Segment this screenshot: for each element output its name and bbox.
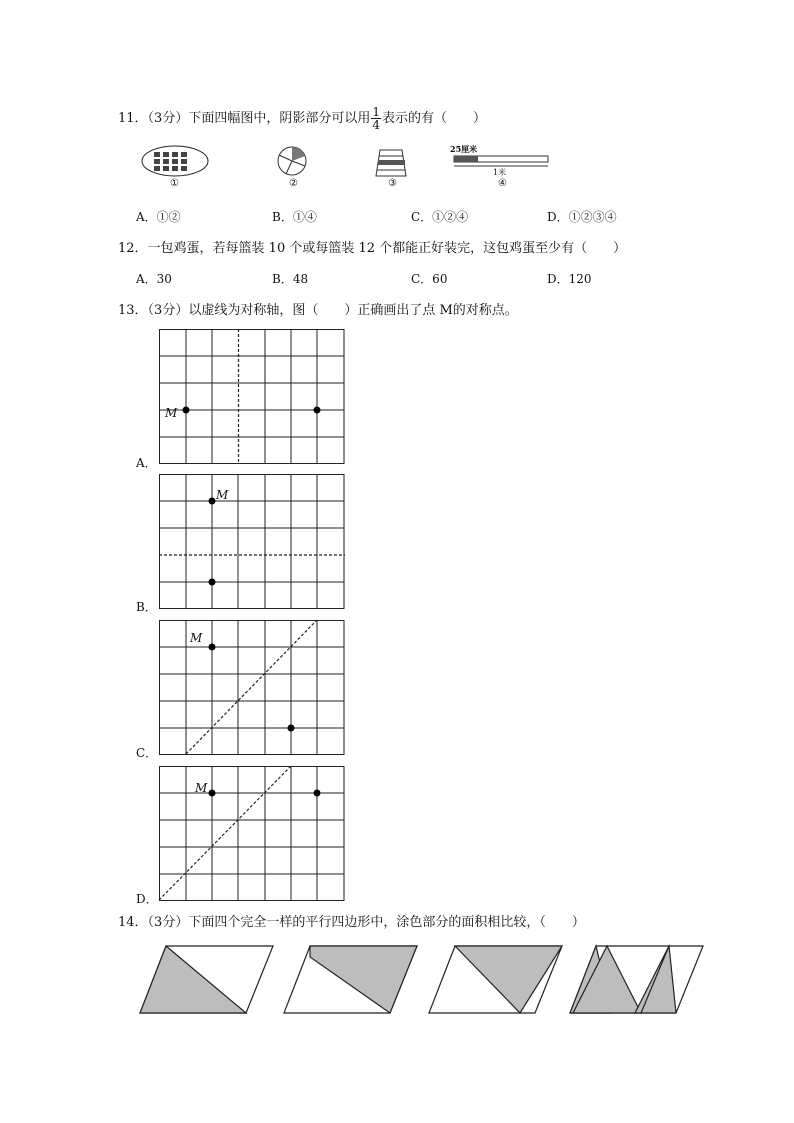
q11-fig4-top-label: 25厘米 [450,144,478,154]
q13-b-point-m [209,498,216,505]
q12-option-b[interactable]: B．48 [272,272,309,286]
q13-d-label-m: M [195,781,208,795]
q13-c-point-m [209,644,216,651]
q11-stem [118,106,486,131]
q13-stem: 13．（3分）以虚线为对称轴，图（ ）正确画出了点 M的对称点。 [118,303,518,318]
q12-option-c[interactable]: C．60 [411,272,448,286]
q11-figure-1 [140,144,210,180]
q13-grid-c[interactable] [159,620,345,756]
q13-a-label-m: M [165,406,178,420]
q11-figure-3 [372,148,412,178]
q11-suffix: 表示的有（ ） [381,111,486,126]
q12-stem: 12．一包鸡蛋，若每篮装 10 个或每篮装 12 个都能正好装完，这包鸡蛋至少有（ ） [118,241,627,256]
q13-option-b[interactable]: B． [136,600,157,614]
q14-stem: 14．（3分）下面四个完全一样的平行四边形中，涂色部分的面积相比较，（ ） [118,915,585,930]
q13-grid-b[interactable] [159,474,345,610]
q13-option-c[interactable]: C． [136,746,158,760]
q13-d-point-m [209,790,216,797]
q14-parallelogram-4[interactable] [569,944,705,1016]
q12-option-a[interactable]: A．30 [136,272,172,286]
q12-option-d[interactable]: D．120 [547,272,592,286]
q11-frac-den: 4 [372,118,380,132]
q13-d-point-image [314,790,321,797]
q14-parallelogram-3[interactable] [428,944,564,1016]
q13-a-point-image [314,407,321,414]
q11-option-b[interactable]: B．①④ [272,210,317,224]
q11-fig1-label: ① [170,178,179,189]
q11-fig2-label: ② [289,178,298,189]
q11-option-a[interactable]: A．①② [136,210,181,224]
q11-fig4-label: ④ [498,178,507,189]
q13-grid-a[interactable] [159,329,345,465]
q14-parallelogram-1[interactable] [139,944,275,1016]
q11-fig4-bottom-label: 1米 [493,168,507,177]
q13-grid-d[interactable] [159,766,345,902]
q13-a-point-m [183,407,190,414]
q11-frac-num: 1 [372,105,380,119]
q13-c-label-m: M [190,631,203,645]
q11-fraction [371,106,381,131]
q11-option-d[interactable]: D．①②③④ [547,210,617,224]
q14-parallelogram-2[interactable] [283,944,419,1016]
q13-c-point-image [288,725,295,732]
q13-b-label-m: M [216,488,229,502]
q11-option-c[interactable]: C．①②④ [411,210,469,224]
q11-figure-2 [272,145,312,179]
q11-prefix: 11．（3分）下面四幅图中，阴影部分可以用 [118,111,371,126]
q13-option-a[interactable]: A． [136,456,157,470]
q11-fig3-label: ③ [388,178,397,189]
q13-option-d[interactable]: D． [136,892,158,906]
q13-b-point-image [209,579,216,586]
